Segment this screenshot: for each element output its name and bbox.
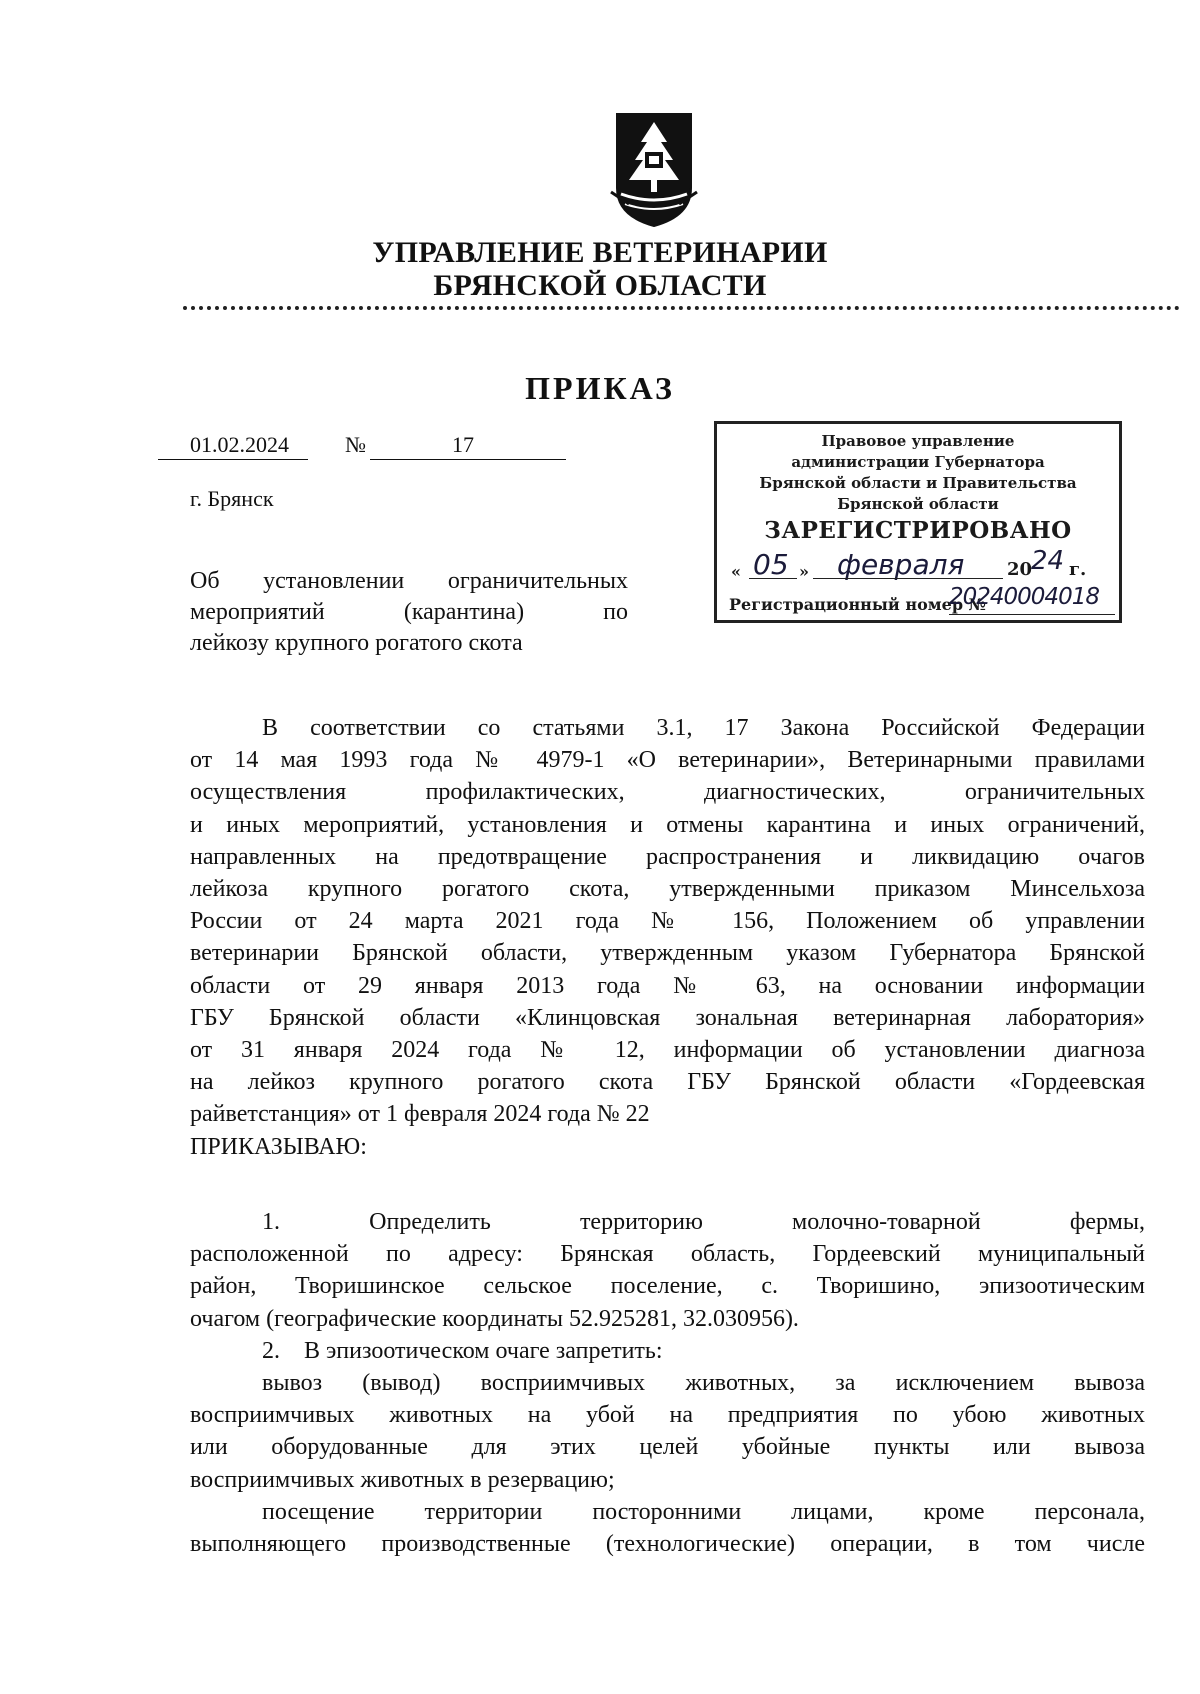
org-line-1: УПРАВЛЕНИЕ ВЕТЕРИНАРИИ — [372, 236, 828, 269]
item-1-line: очагом (географические координаты 52.925281, 32.030956). — [190, 1305, 799, 1332]
preamble-line: направленных на предотвращение распространения и ликвидацию очагов — [190, 843, 1145, 870]
preamble-line: области от 29 января 2013 года № 63, на основании информации — [190, 972, 1145, 999]
preamble-line: России от 24 марта 2021 года № 156, Положением об управлении — [190, 908, 1145, 935]
preamble-line: лейкоза крупного рогатого скота, утвержденными приказом Минсельхоза — [190, 876, 1145, 903]
item-1-line: район, Творишинское сельское поселение, с. Творишино, эпизоотическим — [190, 1273, 1145, 1300]
organization-name — [0, 236, 1200, 302]
document-date: 01.02.2024 — [190, 432, 289, 457]
item-2a-line: или оборудованные для этих целей убойные пункты или вывоза — [190, 1434, 1145, 1461]
stamp-reg-number-handwritten: 20240004018 — [949, 584, 1099, 610]
preamble-line: от 14 мая 1993 года № 4979-1 «О ветеринарии», Ветеринарными правилами — [190, 747, 1145, 774]
stamp-line: Брянской области и Правительства — [759, 474, 1077, 492]
preamble-line: и иных мероприятий, установления и отмены карантина и иных ограничений, — [190, 811, 1145, 838]
item-2b-line: выполняющего производственные (технологические) операции, в том числе — [190, 1531, 1145, 1558]
stamp-day-open-quote: « — [731, 562, 741, 581]
order-item-1 — [190, 1206, 1145, 1560]
document-title: ПРИКАЗ — [525, 370, 675, 406]
stamp-status: ЗАРЕГИСТРИРОВАНО — [764, 517, 1072, 544]
item-2a-line: вывоз (вывод) восприимчивых животных, за исключением вывоза — [262, 1370, 1145, 1397]
preamble-line: осуществления профилактических, диагностических, ограничительных — [190, 779, 1145, 806]
document-subject — [190, 566, 628, 659]
registration-stamp — [714, 421, 1122, 623]
preamble-line: ветеринарии Брянской области, утвержденным указом Губернатора Брянской — [190, 940, 1145, 967]
preamble-line: на лейкоз крупного рогатого скота ГБУ Брянской области «Гордеевская — [190, 1069, 1145, 1096]
stamp-day-handwritten: 05 — [753, 548, 789, 581]
preamble-paragraph — [190, 712, 1145, 1163]
date-number-line — [158, 432, 566, 460]
item-2a-line: восприимчивых животных в резервацию; — [190, 1466, 615, 1493]
header-dotted-divider — [183, 306, 1180, 310]
item-2b-line: посещение территории посторонними лицами, кроме персонала, — [262, 1498, 1145, 1525]
stamp-day-close-quote: » — [799, 562, 809, 581]
subject-line: лейкозу крупного рогатого скота — [190, 630, 523, 656]
stamp-year-handwritten: 24 — [1031, 546, 1065, 576]
subject-line: мероприятий (карантина) по — [190, 599, 628, 625]
stamp-line: администрации Губернатора — [791, 453, 1045, 471]
item-2a-line: восприимчивых животных на убой на предприятия по убою животных — [190, 1402, 1145, 1429]
stamp-year-prefix: 20 — [1007, 559, 1033, 580]
number-sign: № — [345, 432, 366, 457]
stamp-month-handwritten: февраля — [837, 548, 965, 581]
item-1-line: расположенной по адресу: Брянская область, Гордеевский муниципальный — [190, 1241, 1145, 1268]
stamp-line: Брянской области — [837, 495, 999, 513]
stamp-reg-label: Регистрационный номер № — [729, 595, 986, 614]
preamble-line: В соответствии со статьями 3.1, 17 Закона Российской Федерации — [262, 715, 1145, 741]
stamp-line: Правовое управление — [821, 432, 1015, 450]
preamble-line: ГБУ Брянской области «Клинцовская зональная ветеринарная лаборатория» — [190, 1004, 1145, 1031]
org-line-2: БРЯНСКОЙ ОБЛАСТИ — [433, 269, 767, 302]
item-2-title: 2. В эпизоотическом очаге запретить: — [262, 1337, 663, 1364]
document-city: г. Брянск — [190, 486, 274, 511]
stamp-year-suffix: г. — [1069, 559, 1087, 580]
preamble-line: райветстанция» от 1 февраля 2024 года № 22 — [190, 1101, 650, 1128]
document-number: 17 — [452, 432, 474, 457]
subject-line: Об установлении ограничительных — [190, 568, 628, 594]
preamble-line: от 31 января 2024 года № 12, информации об установлении диагноза — [190, 1037, 1145, 1064]
item-1-line: 1. Определить территорию молочно-товарной фермы, — [262, 1209, 1145, 1235]
coat-of-arms-emblem — [609, 108, 699, 230]
order-word: ПРИКАЗЫВАЮ: — [190, 1133, 367, 1160]
